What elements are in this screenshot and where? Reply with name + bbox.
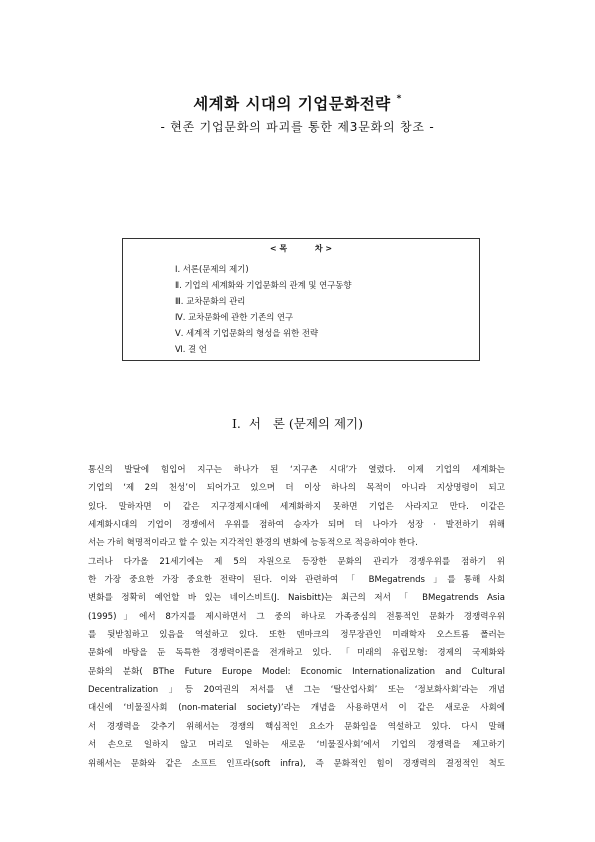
body-line: 대신에 ‘비물질사회 (non-material society)’라는 개념을 사용하면서 이 같은 새로운 사회에 <box>88 703 505 714</box>
section-heading: Ⅰ. 서 론 (문제의 제기) <box>231 416 363 431</box>
table-of-contents <box>122 238 480 361</box>
body-line: 문화에 바탕을 둔 독특한 경쟁력이론을 전개하고 있다. 「미래의 유럽모형: 경제의 국제화와 <box>88 648 505 659</box>
body-line: 있다. 말하자면 이 같은 지구경제시대에 세계화하지 못하면 기업은 사라지고 만다. 이같은 <box>88 501 505 512</box>
body-line: 통신의 발달에 힘입어 지구는 하나가 된 ‘지구촌 시대’가 열렸다. 이제 기업의 세계화는 <box>88 465 505 475</box>
toc-item-4: Ⅳ. 교차문화에 관한 기존의 연구 <box>175 312 294 322</box>
body-line: (1995)」에서 8가지를 제시하면서 그 중의 하나로 가족중심의 전통적인 문화가 경쟁력우위 <box>88 611 505 622</box>
toc-item-6: Ⅵ. 결 언 <box>175 344 207 354</box>
body-line: 서 손으로 일하지 않고 머리로 일하는 새로운 ‘비물질사회’에서 기업의 경쟁력을 제고하기 <box>88 740 505 751</box>
body-line: 서 경쟁력을 갖추기 위해서는 경쟁의 핵심적인 요소가 문화임을 역설하고 있다. 다시 말해 <box>88 721 505 732</box>
body-line: 문화의 분화( BThe Future Europe Model: Economic Internationalization and Cultural <box>88 666 505 677</box>
paper-subtitle: - 현존 기업문화의 파괴를 통한 제3문화의 창조 - <box>160 120 435 134</box>
toc-heading: < 목 차 > <box>269 244 333 253</box>
body-line: 그러나 다가올 21세기에는 제 5의 자원으로 등장한 문화의 관리가 경쟁우위를 점하기 위 <box>88 556 505 567</box>
body-line: 기업의 ‘제 2의 천성’이 되어가고 있으며 더 이상 하나의 목적이 아니라 지상명령이 되고 <box>88 483 505 494</box>
title-footnote-mark: * <box>396 94 402 104</box>
paper-title <box>0 92 595 114</box>
body-line: 세계화시대의 기업이 경쟁에서 우위를 점하여 승자가 되며 더 나아가 성장 · 발전하기 위해 <box>88 520 505 531</box>
toc-list <box>175 261 351 357</box>
toc-item-1: Ⅰ. 서론(문제의 제기) <box>175 264 249 274</box>
body-line: 변화를 정확히 예언할 바 있는 네이스비트(J. Naisbitt)는 최근의 저서 「 BMegatrends Asia <box>88 593 505 604</box>
body-line: Decentralization 」등 20여권의 저서를 낸 그는 ‘탈산업사회’ 또는 ‘정보화사회’라는 개념 <box>88 685 505 696</box>
title-text: 세계화 시대의 기업문화전략 <box>193 95 391 113</box>
body-text <box>88 461 505 773</box>
body-line: 를 뒷받침하고 있음을 역설하고 있다. 또한 덴마크의 정무장관인 미래학자 오스트롬 폴러는 <box>88 630 505 641</box>
toc-item-2: Ⅱ. 기업의 세계화와 기업문화의 관계 및 연구동향 <box>175 280 352 290</box>
toc-item-3: Ⅲ. 교차문화의 관리 <box>175 296 246 306</box>
body-line: 위해서는 문화와 같은 소프트 인프라(soft infra), 즉 문화적인 힘이 경쟁력의 결정적인 척도 <box>88 758 505 769</box>
toc-item-5: Ⅴ. 세계적 기업문화의 형성을 위한 전략 <box>175 328 319 338</box>
body-line: 한 가장 중요한 가장 중요한 전략이 된다. 이와 관련하여 「 BMegatrends 」를 통해 사회 <box>88 575 505 586</box>
body-line: 서는 가히 혁명적이라고 할 수 있는 지각적인 환경의 변화에 능동적으로 적응하여야 한다. <box>88 538 418 549</box>
